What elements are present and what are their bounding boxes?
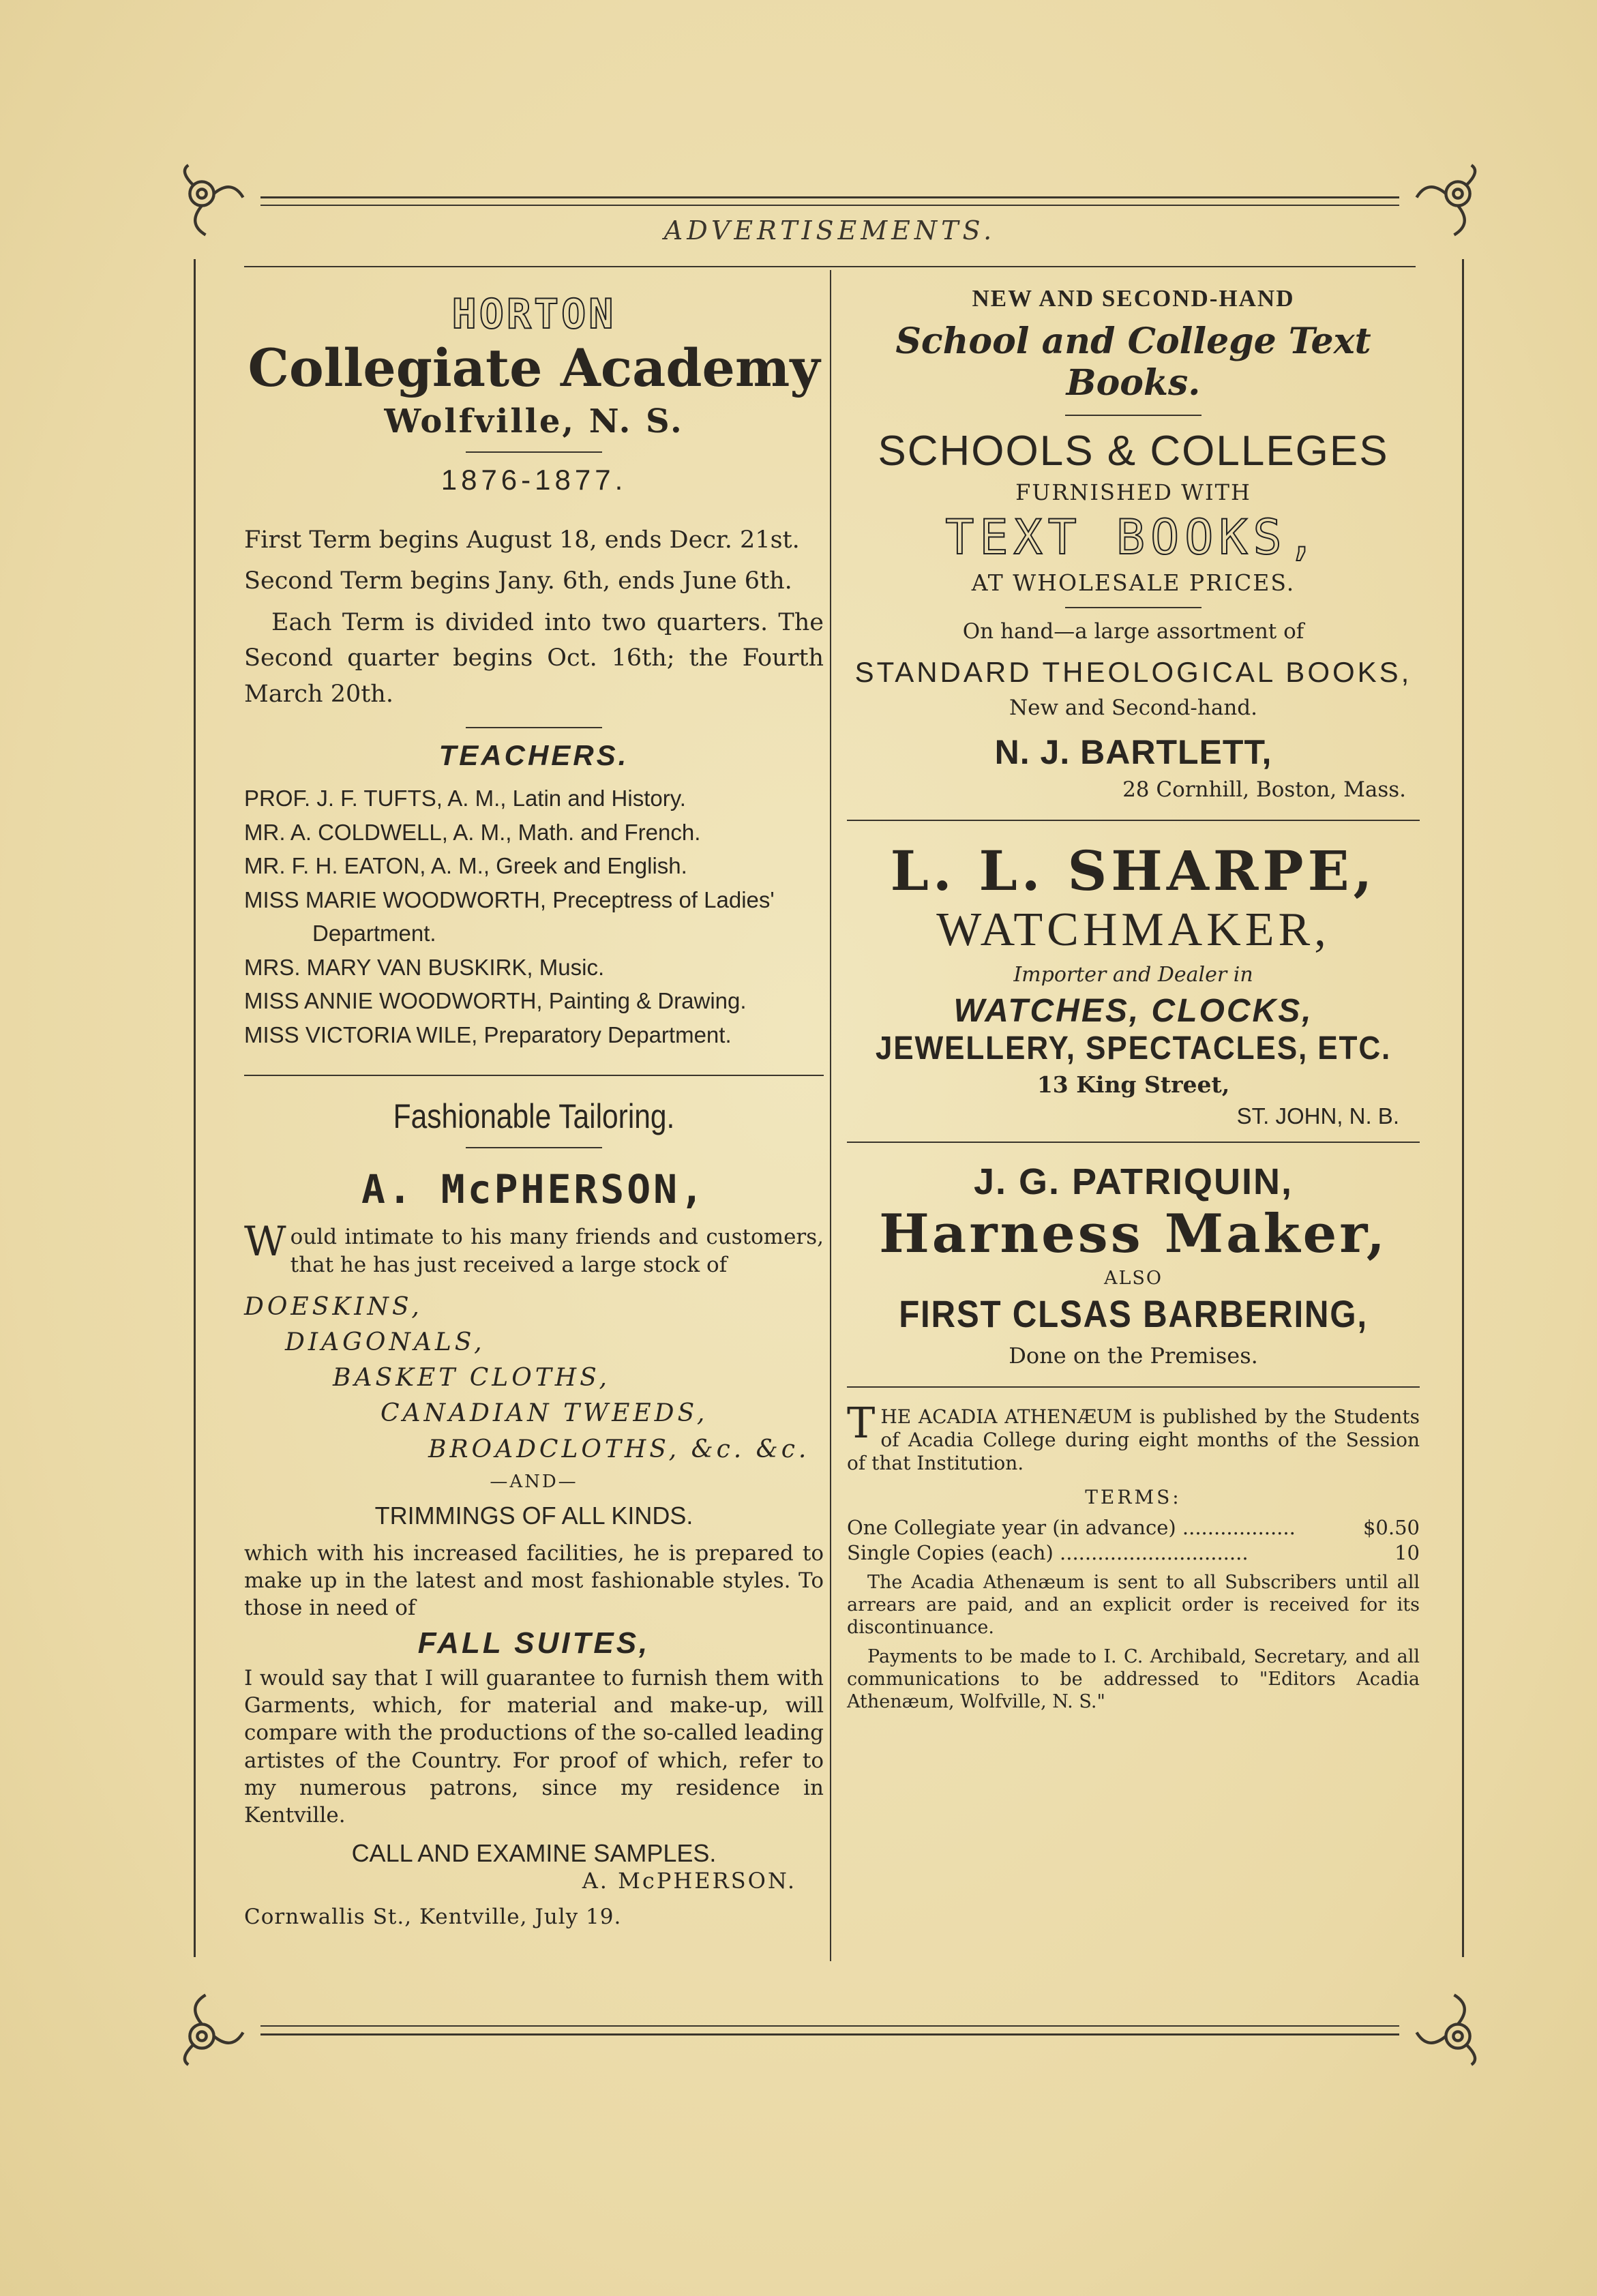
- tailor-name: A. McPHERSON,: [361, 1166, 706, 1213]
- drop-cap: T: [847, 1398, 876, 1448]
- right-border-line: [1462, 259, 1464, 1957]
- teacher-entry: MISS MARIE WOODWORTH, Preceptress of Ladies': [244, 886, 775, 912]
- watchmaker-street: 13 King Street,: [1036, 1071, 1230, 1098]
- term-quarters: Each Term is divided into two quarters. The Second quarter begins Oct. 16th; the Fourth March 20th.: [244, 608, 824, 708]
- tailor-intro: [244, 1218, 824, 1279]
- fabric-item: DIAGONALS,: [285, 1328, 486, 1357]
- books-line-4: FURNISHED WITH: [1015, 479, 1251, 505]
- tailoring-heading: Fashionable Tailoring.: [393, 1097, 675, 1136]
- ad-title-horton: HORTON: [451, 290, 616, 338]
- teacher-entry: MR. A. COLDWELL, A. M., Math. and French.: [244, 819, 701, 845]
- and-separator: —AND—: [490, 1471, 578, 1492]
- section-divider: [847, 820, 1420, 821]
- page-header: ADVERTISEMENTS.: [663, 215, 996, 245]
- athenaeum-note-2: Payments to be made to I. C. Archibald, Secretary, and all communications to be addressed to "Editors Acadia Athenæum, Wolfville, N. S.": [847, 1645, 1420, 1712]
- fall-suites: FALL SUITES,: [417, 1626, 651, 1660]
- harness-maker-name: J. G. PATRIQUIN,: [973, 1161, 1294, 1202]
- tailor-intro-text: ould intimate to his many friends and customers, that he has just received a large stock of: [290, 1225, 824, 1277]
- watchmaker-name: L. L. SHARPE,: [890, 839, 1377, 903]
- section-divider: [244, 1075, 824, 1076]
- left-column: [244, 273, 824, 1929]
- fabric-item: DOESKINS,: [244, 1292, 423, 1321]
- harness-maker-trade: Harness Maker,: [879, 1203, 1388, 1265]
- books-line-2: School and College Text Books.: [895, 320, 1371, 404]
- books-line-9: New and Second-hand.: [1009, 696, 1257, 720]
- teacher-entry: MISS VICTORIA WILE, Preparatory Department.: [244, 1022, 732, 1047]
- term-second: Second Term begins Jany. 6th, ends June 6th.: [244, 567, 792, 595]
- tailor-signature: A. McPHERSON.: [582, 1867, 796, 1894]
- rule: [466, 727, 602, 728]
- ornament-corner-icon: [1413, 1991, 1488, 2066]
- teacher-entry: PROF. J. F. TUFTS, A. M., Latin and History.: [244, 786, 686, 811]
- right-column: [847, 273, 1420, 1714]
- watchmaker-city: ST. JOHN, N. B.: [1236, 1103, 1399, 1129]
- header-rule: [244, 266, 1416, 267]
- books-line-5: TEXT BOOKS,: [945, 509, 1322, 565]
- books-line-8: STANDARD THEOLOGICAL BOOKS,: [854, 656, 1412, 688]
- mcpherson-tailoring-ad: [244, 1097, 824, 1928]
- bookseller-name: N. J. BARTLETT,: [994, 733, 1272, 771]
- watchmaker-trade: WATCHMAKER,: [936, 904, 1330, 956]
- ad-title-academy: Collegiate Academy: [248, 338, 820, 398]
- fabric-item: CANADIAN TWEEDS,: [380, 1399, 708, 1428]
- harness-barbering: FIRST CLSAS BARBERING,: [899, 1292, 1368, 1335]
- terms-row: [847, 1540, 1420, 1565]
- tailor-body-2: I would say that I will guarantee to furnish them with Garments, which, for material and make-up, will compare with the productions of the so-called leading artistes of the Country. For proof of which, refer to my numerous patrons, since my residence in Kentville.: [244, 1665, 824, 1828]
- tailor-body-1: which with his increased facilities, he is prepared to make up in the latest and most fashionable styles. To those in need of: [244, 1540, 824, 1621]
- books-line-7: On hand—a large assortment of: [962, 619, 1304, 644]
- teacher-entry: MR. F. H. EATON, A. M., Greek and English.: [244, 853, 687, 879]
- ad-location: Wolfville, N. S.: [384, 402, 684, 441]
- harness-premises: Done on the Premises.: [1009, 1343, 1258, 1369]
- trimmings-line: TRIMMINGS OF ALL KINDS.: [374, 1501, 693, 1530]
- terms-price: $0.50: [1362, 1516, 1420, 1540]
- horton-academy-ad: [244, 290, 824, 1052]
- bottom-border-line: [260, 2033, 1399, 2036]
- teacher-entry-continued: Department.: [312, 921, 436, 946]
- books-line-1: NEW AND SECOND-HAND: [972, 285, 1295, 312]
- watchmaker-goods-2: JEWELLERY, SPECTACLES, ETC.: [875, 1030, 1392, 1067]
- athenaeum-intro-text: HE ACADIA ATHENÆUM is published by the Students of Acadia College during eight months of the Session of that Institution.: [847, 1405, 1420, 1475]
- teachers-heading: TEACHERS.: [438, 739, 629, 772]
- rule: [1065, 415, 1202, 416]
- drop-cap: W: [244, 1218, 286, 1266]
- bartlett-books-ad: [847, 285, 1420, 802]
- call-to-action: CALL AND EXAMINE SAMPLES.: [351, 1838, 717, 1867]
- ad-years: 1876-1877.: [441, 463, 627, 496]
- bottom-border-inner-line: [260, 2025, 1399, 2027]
- athenaeum-note-1: The Acadia Athenæum is sent to all Subscribers until all arrears are paid, and an explicit order is received for its discontinuance.: [847, 1571, 1420, 1638]
- terms-label: Single Copies (each) ..............................: [847, 1540, 1249, 1564]
- section-divider: [847, 1386, 1420, 1388]
- terms-price: 10: [1394, 1540, 1420, 1564]
- teacher-entry: MRS. MARY VAN BUSKIRK, Music.: [244, 954, 605, 980]
- terms-label: One Collegiate year (in advance) ..................: [847, 1516, 1296, 1540]
- books-line-3: SCHOOLS & COLLEGES: [878, 428, 1389, 475]
- term-first: First Term begins August 18, ends Decr. 21st.: [244, 526, 800, 554]
- sharpe-watchmaker-ad: [847, 839, 1420, 1129]
- column-divider: [830, 270, 831, 1961]
- watchmaker-goods-1: WATCHES, CLOCKS,: [953, 993, 1313, 1029]
- ornament-corner-icon: [172, 1991, 247, 2066]
- terms-row: [847, 1515, 1420, 1540]
- athenaeum-intro: [847, 1398, 1420, 1475]
- watchmaker-importer: Importer and Dealer in: [1013, 963, 1253, 987]
- books-line-6: AT WHOLESALE PRICES.: [971, 569, 1296, 596]
- teacher-entry: MISS ANNIE WOODWORTH, Painting & Drawing.: [244, 988, 747, 1014]
- rule: [466, 1147, 602, 1148]
- athenaeum-notice: [847, 1398, 1420, 1714]
- tailor-dateline: Cornwallis St., Kentville, July 19.: [244, 1904, 622, 1929]
- fabric-item: BASKET CLOTHS,: [333, 1364, 610, 1392]
- patriquin-harness-ad: [847, 1161, 1420, 1369]
- top-border-inner-line: [260, 205, 1399, 206]
- left-border-line: [194, 259, 196, 1957]
- section-divider: [847, 1142, 1420, 1143]
- advertisement-page: [179, 184, 1481, 2053]
- bookseller-address: 28 Cornhill, Boston, Mass.: [1122, 777, 1406, 802]
- rule: [466, 451, 602, 453]
- teachers-list: [244, 781, 824, 1052]
- terms-heading: TERMS:: [1085, 1486, 1182, 1509]
- harness-also: ALSO: [1103, 1268, 1163, 1289]
- top-border-line: [260, 196, 1399, 198]
- fabric-item: BROADCLOTHS, &c. &c.: [428, 1435, 810, 1463]
- rule: [1065, 607, 1202, 608]
